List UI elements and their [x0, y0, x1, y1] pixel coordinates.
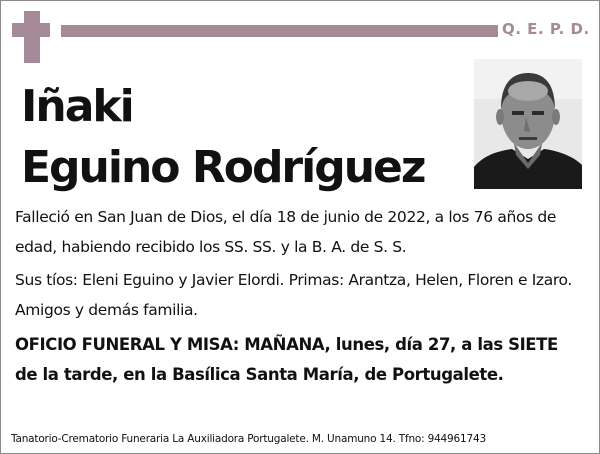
cross-icon-arm: [12, 23, 50, 37]
deceased-surnames: Eguino Rodríguez: [21, 142, 425, 193]
family-paragraph: Sus tíos: Eleni Eguino y Javier Elordi. Primas: Arantza, Helen, Floren e Izaro. Amigos y demás familia.: [15, 271, 572, 319]
portrait-photo: [474, 59, 582, 189]
portrait-svg: [474, 59, 582, 189]
qepd-label: Q. E. P. D.: [502, 20, 590, 38]
funeral-service-paragraph: OFICIO FUNERAL Y MISA: MAÑANA, lunes, día 27, a las SIETE de la tarde, en la Basílica Santa María, de Portugalete.: [15, 335, 558, 384]
header-bar: [61, 25, 498, 37]
death-notice-paragraph: Falleció en San Juan de Dios, el día 18 de junio de 2022, a los 76 años de edad, habiendo recibido los SS. SS. y la B. A. de S. S.: [15, 208, 557, 256]
cross-icon: [24, 11, 40, 63]
deceased-first-name: Iñaki: [21, 81, 133, 132]
funeral-home-footer: Tanatorio-Crematorio Funeraria La Auxiliadora Portugalete. M. Unamuno 14. Tfno: 944961743: [11, 433, 486, 445]
